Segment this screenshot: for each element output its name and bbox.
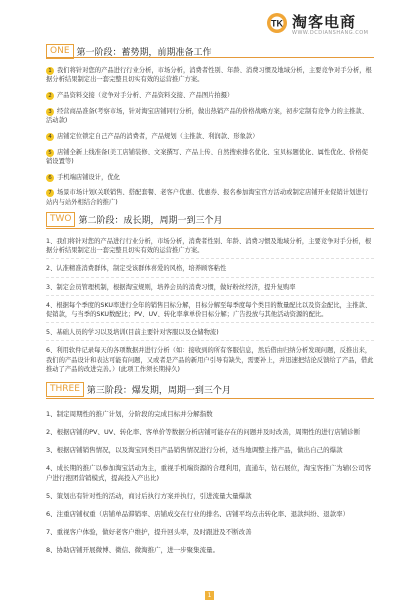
list-item: 2、根据店铺的PV、UV、转化率、客单价等数据分析店铺可能存在的问题并及时改善，周期性的进行店铺诊断 xyxy=(46,428,361,436)
section-divider xyxy=(46,57,374,58)
list-item: 3、制定会员管理机制，根据淘宝规则，培养会员的消费习惯，做好粉丝经济，提升复购率 xyxy=(46,283,374,296)
bullet-number: 5 xyxy=(46,149,54,157)
bullet-number: 7 xyxy=(46,189,54,197)
item-number: 4 xyxy=(46,301,51,309)
list-item xyxy=(46,132,374,141)
item-number: 1 xyxy=(46,238,51,245)
item-number: 6 xyxy=(46,510,51,518)
item-text: 店铺定位锁定自己产品的消费者，产品规划（主推款、利润款、形象款） xyxy=(57,132,259,140)
bullet-number: 4 xyxy=(46,133,54,141)
list-item xyxy=(46,148,374,166)
list-item: 3、根据店铺销售情况，以及淘宝同类目产品销售情况进行分析，适当地调整主推产品，做出自己的爆款 xyxy=(46,446,343,454)
list-item xyxy=(46,91,374,100)
svg-text:TK: TK xyxy=(271,18,283,29)
list-item: 2、认准精准消费群体，制定受该群体喜爱的风格，培养顾客粘性 xyxy=(46,264,374,277)
item-number: 5 xyxy=(46,329,51,337)
item-number: 1 xyxy=(46,410,51,418)
list-item: 5、基础人员的学习以及培训(目前主要针对客服以及仓储物流) xyxy=(46,328,374,341)
section-tag: TWO xyxy=(46,212,75,227)
brand-logo xyxy=(266,10,406,40)
list-item: 5、策划出有针对性的活动，商讨后执行方案并执行，引进流量大量爆款 xyxy=(46,492,252,500)
list-item: 4、成长期的推广以参加淘宝活动为主，重视手机端资源的合理利用，直通车，钻石展位，淘宝客推广为辅(公司客户进行抱团营销模式，提高投入产出比) xyxy=(46,464,372,482)
item-text: 我们将针对您的产品进行行业分析，市场分析，消费者性别、年龄、消费习惯及地域分析，主要竞争对手分析，根据分析结果制定出一套完整且切实有效的运营推广方案。 xyxy=(46,238,372,255)
brand-name: 淘客电商 xyxy=(292,13,357,31)
bullet-number: 2 xyxy=(46,92,54,100)
item-text: 场景市场计划(关联销售、搭配套餐、老客户优惠、优惠券、报名参加淘宝官方活动或制定店铺开业促销计划进行站内与站外相结合的推广) xyxy=(46,189,369,206)
item-number: 2 xyxy=(46,428,51,436)
list-item xyxy=(46,173,374,182)
section-three-list xyxy=(46,409,374,563)
item-number: 2 xyxy=(46,265,51,273)
item-text: 成长期的推广以参加淘宝活动为主，重视手机端资源的合理利用，直通车，钻石展位，淘宝客推广为辅(公司客户进行抱团营销模式，提高投入产出比) xyxy=(46,464,372,482)
list-item: 8、协助店铺开展微博、微信、微淘推广，进一步聚集流量。 xyxy=(46,546,220,554)
item-number: 4 xyxy=(46,464,51,472)
section-tag: THREE xyxy=(46,382,84,397)
item-number: 3 xyxy=(46,446,51,454)
section-title: 第二阶段：成长期，周期一到三个月 xyxy=(78,215,223,226)
brand-url: WWW.DCDIANSHANG.COM xyxy=(292,30,369,36)
item-text: 基础人员的学习以及培训(目前主要针对客服以及仓储物流) xyxy=(56,329,219,337)
section-two-header xyxy=(46,211,223,227)
section-divider xyxy=(46,398,374,399)
list-item: 1、制定周期性的推广计划，分阶段的完成目标并分解指数 xyxy=(46,410,213,418)
item-number: 5 xyxy=(46,492,51,500)
section-tag: ONE xyxy=(46,44,74,59)
page-number: 1 xyxy=(205,591,214,600)
item-text: 产品资料交接（竞争对手分析、产品资料交接、产品图片拍摄） xyxy=(57,92,234,99)
section-title: 第三阶段：爆发期，周期一到三个月 xyxy=(86,385,231,396)
list-item xyxy=(46,107,374,125)
section-three-header xyxy=(46,381,231,397)
item-number: 3 xyxy=(46,283,51,291)
list-item: 6、注重店铺权重（店铺单品滞销率、店铺成交在行业的排名、店铺平均点击转化率、退款纠纷、退款率） xyxy=(46,510,350,518)
item-text: 店铺全新上线准备(美工店铺装修、文案撰写、产品上传、自然搜索排名优化、宝贝标题优化、属性优化、价格促销设置等) xyxy=(46,148,369,165)
section-title: 第一阶段：蓄势期，前期准备工作 xyxy=(76,47,212,58)
item-text: 重视客户体验，做好老客户维护，提升回头率，及时跟进及不断改善 xyxy=(56,528,252,536)
bullet-number: 1 xyxy=(46,67,54,75)
item-text: 制定周期性的推广计划，分阶段的完成目标并分解指数 xyxy=(56,410,213,418)
logo-mark-icon xyxy=(266,12,288,34)
item-number: 7 xyxy=(46,528,51,536)
item-number: 6 xyxy=(46,347,51,355)
item-text: 我们将针对您的产品进行行业分析，市场分析，消费者性别、年龄、消费习惯及地域分析，主要竞争对手分析，根据分析结果制定出一套完整且切实有效的运营推广方案。 xyxy=(46,67,372,84)
section-divider xyxy=(46,228,374,229)
item-text: 根据店铺的PV、UV、转化率、客单价等数据分析店铺可能存在的问题并及时改善，周期性的进行店铺诊断 xyxy=(56,428,361,436)
list-item xyxy=(46,66,374,84)
bullet-number: 3 xyxy=(46,108,54,116)
section-two-list xyxy=(46,237,374,382)
item-text: 经营商品准备(考察市场，针对淘宝店铺同行分析，做出热销产品的价格战略方案，初步定制有竞争力的主推款、活动款) xyxy=(46,107,369,124)
item-text: 根据每个季度的SKU率进行全年的销售目标分解，目标分解至每季度每个类目的数量配比以及资金配比，主推款、促销款，与当季的SKU数配比；PV、UV、转化率拿单价目标分解；广告投放与其他活动资源的配比。 xyxy=(46,301,372,319)
list-item: 6、利用软件记录每天的各项数据并进行分析（如：接收到的所有客服信息，然后借由归纳分析发现问题，反推出来，我们的产品设计和表达可能有问题，又或者是产品的新用户引导有缺失，需要补上，并迅速把结论反馈给了产品，借此推动了产品的改进完善。）(此项工作须长期持久) xyxy=(46,347,374,373)
item-text: 手机端店铺设计，优化 xyxy=(57,173,120,181)
item-text: 注重店铺权重（店铺单品滞销率、店铺成交在行业的排名、店铺平均点击转化率、退款纠纷、退款率） xyxy=(56,510,350,518)
section-one-list xyxy=(46,66,374,213)
item-text: 策划出有针对性的活动，商讨后执行方案并执行，引进流量大量爆款 xyxy=(56,492,252,500)
list-item xyxy=(46,188,374,206)
item-text: 协助店铺开展微博、微信、微淘推广，进一步聚集流量。 xyxy=(56,546,220,554)
item-text: 制定会员管理机制，根据淘宝规则，培养会员的消费习惯，做好粉丝经济，提升复购率 xyxy=(56,283,296,291)
item-text: 根据店铺销售情况，以及淘宝同类目产品销售情况进行分析，适当地调整主推产品，做出自己的爆款 xyxy=(56,446,343,454)
item-number: 8 xyxy=(46,546,51,554)
list-item: 1、我们将针对您的产品进行行业分析，市场分析，消费者性别、年龄、消费习惯及地域分析，主要竞争对手分析，根据分析结果制定出一套完整且切实有效的运营推广方案。 xyxy=(46,237,374,259)
list-item: 7、重视客户体验，做好老客户维护，提升回头率，及时跟进及不断改善 xyxy=(46,528,252,536)
list-item: 4、根据每个季度的SKU率进行全年的销售目标分解，目标分解至每季度每个类目的数量配比以及资金配比，主推款、促销款，与当季的SKU数配比；PV、UV、转化率拿单价目标分解；广告投放与其他活动资源的配比。 xyxy=(46,301,374,323)
item-text: 利用软件记录每天的各项数据并进行分析（如：接收到的所有客服信息，然后借由归纳分析发现问题，反推出来，我们的产品设计和表达可能有问题，又或者是产品的新用户引导有缺失，需要补上，并迅速把结论反馈给了产品，借此推动了产品的改进完善。）(此项工作须长期持久) xyxy=(46,347,374,373)
bullet-number: 6 xyxy=(46,174,54,182)
item-text: 认准精准消费群体，制定受该群体喜爱的风格，培养顾客粘性 xyxy=(56,265,227,273)
